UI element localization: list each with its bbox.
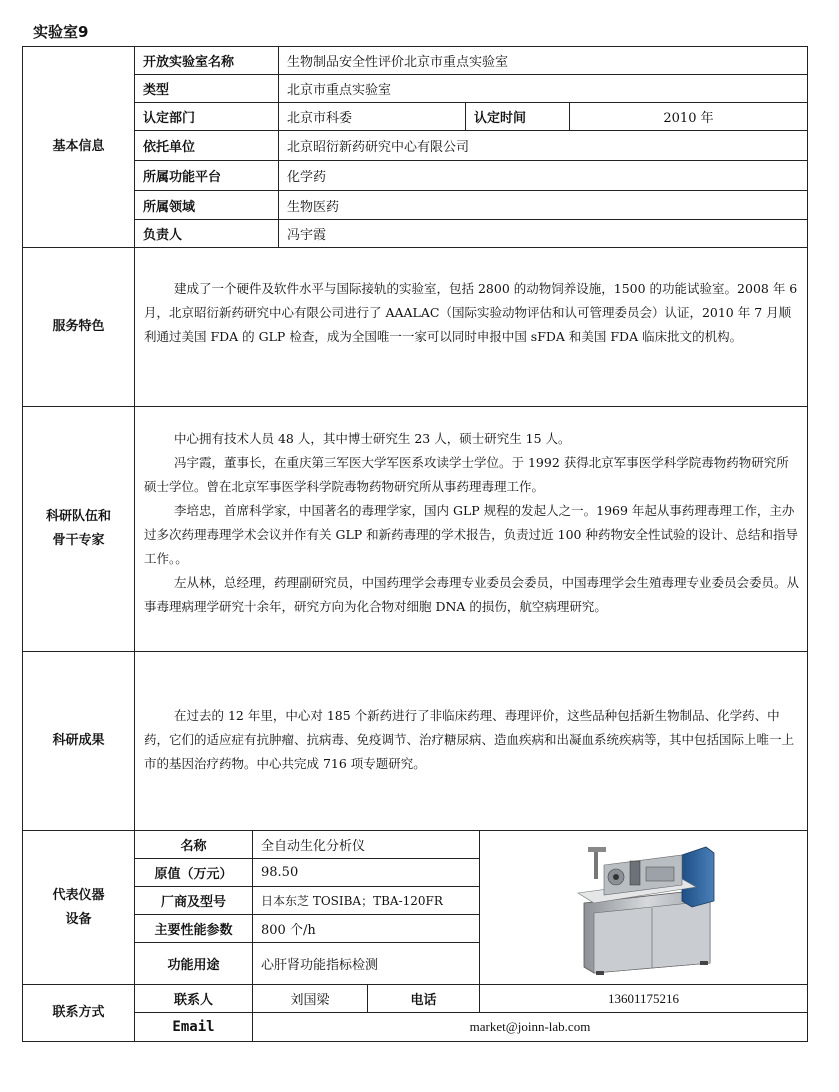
type-value: 北京市重点实验室 — [278, 74, 808, 103]
dept-value: 北京市科委 — [278, 102, 466, 131]
phone-value: 13601175216 — [479, 984, 808, 1013]
email-label: Email — [134, 1012, 253, 1042]
lab-name-value: 生物制品安全性评价北京市重点实验室 — [278, 46, 808, 75]
team-label-line2: 骨干专家 — [52, 533, 105, 548]
date-label: 认定时间 — [465, 102, 570, 131]
service-section-label: 服务特色 — [22, 247, 135, 407]
basic-section-label: 基本信息 — [22, 46, 135, 248]
contact-section-label: 联系方式 — [22, 984, 135, 1042]
equipment-label-line1: 代表仪器 — [52, 887, 105, 903]
equipment-photo-cell — [479, 830, 808, 985]
results-section-label: 科研成果 — [22, 651, 135, 831]
lab-name-label: 开放实验室名称 — [134, 46, 279, 75]
equip-price-value: 98.50 — [252, 858, 480, 887]
team-label-line1: 科研队伍和 — [45, 509, 111, 524]
phone-label: 电话 — [367, 984, 480, 1013]
results-text — [134, 651, 808, 831]
field-value: 生物医药 — [278, 190, 808, 220]
team-paragraph: 李培忠，首席科学家，中国著名的毒理学家，国内 GLP 规程的发起人之一。1969 年起从事药理毒理工作，主办过多次药理毒理学术会议并作有关 GLP 和新药毒理的学术报告，负责过近 100 种药物安全性试验的设计、总结和指导工作。。 — [144, 503, 798, 566]
equip-params-value: 800 个/h — [252, 914, 480, 943]
page-title: 实验室9 — [33, 23, 89, 41]
equip-name-value: 全自动生化分析仪 — [252, 830, 480, 859]
results-paragraph: 在过去的 12 年里，中心对 185 个新药进行了非临床药理、毒理评价，这些品种包括新生物制品、化学药、中药，它们的适应症有抗肿瘤、抗病毒、免疫调节、治疗糖尿病、造血疾病和出凝血系统疾病等，其中包括国际上唯一上市的基因治疗药物。中心共完成 716 项专题研究。 — [144, 708, 795, 771]
contact-person-label: 联系人 — [134, 984, 253, 1013]
field-label: 所属领域 — [134, 190, 279, 220]
equip-params-label: 主要性能参数 — [134, 914, 253, 943]
host-label: 依托单位 — [134, 130, 279, 161]
equip-model-value: 日本东芝 TOSIBA；TBA-120FR — [252, 886, 480, 915]
equipment-section-label — [22, 830, 135, 985]
type-label: 类型 — [134, 74, 279, 103]
team-section-label — [22, 406, 135, 652]
platform-label: 所属功能平台 — [134, 160, 279, 191]
contact-person-value: 刘国梁 — [252, 984, 368, 1013]
equip-price-label: 原值（万元） — [134, 858, 253, 887]
team-text — [134, 406, 808, 652]
analyzer-image — [564, 841, 724, 976]
head-value: 冯宇霞 — [278, 219, 808, 248]
team-paragraph: 左从林，总经理，药理副研究员，中国药理学会毒理专业委员会委员，中国毒理学会生殖毒理专业委员会委员。从事毒理病理学研究十余年，研究方向为化合物对细胞 DNA 的损伤，航空病理研究。 — [144, 575, 800, 614]
service-paragraph: 建成了一个硬件及软件水平与国际接轨的实验室，包括 2800 的动物饲养设施，1500 的功能试验室。2008 年 6 月，北京昭衍新药研究中心有限公司进行了 AAALAC（国际实验动物评估和认可管理委员会）认证，2010 年 7 月顺利通过美国 FDA 的 GLP 检查，成为全国唯一一家可以同时申报中国 sFDA 和美国 FDA 临床批文的机构。 — [144, 281, 798, 344]
platform-value: 化学药 — [278, 160, 808, 191]
equip-use-value: 心肝肾功能指标检测 — [252, 942, 480, 985]
head-label: 负责人 — [134, 219, 279, 248]
dept-label: 认定部门 — [134, 102, 279, 131]
date-value: 2010 年 — [569, 102, 808, 131]
email-value: market@joinn-lab.com — [252, 1012, 808, 1042]
team-paragraph: 中心拥有技术人员 48 人，其中博士研究生 23 人，硕士研究生 15 人。 — [174, 431, 571, 446]
equip-name-label: 名称 — [134, 830, 253, 859]
equip-model-label: 厂商及型号 — [134, 886, 253, 915]
service-text — [134, 247, 808, 407]
equipment-label-line2: 设备 — [65, 911, 92, 927]
team-paragraph: 冯宇霞，董事长，在重庆第三军医大学军医系攻读学士学位。于 1992 获得北京军事医学科学院毒物药物研究所硕士学位。曾在北京军事医学科学院毒物药物研究所从事药理毒理工作。 — [144, 455, 789, 494]
host-value: 北京昭衍新药研究中心有限公司 — [278, 130, 808, 161]
equip-use-label: 功能用途 — [134, 942, 253, 985]
